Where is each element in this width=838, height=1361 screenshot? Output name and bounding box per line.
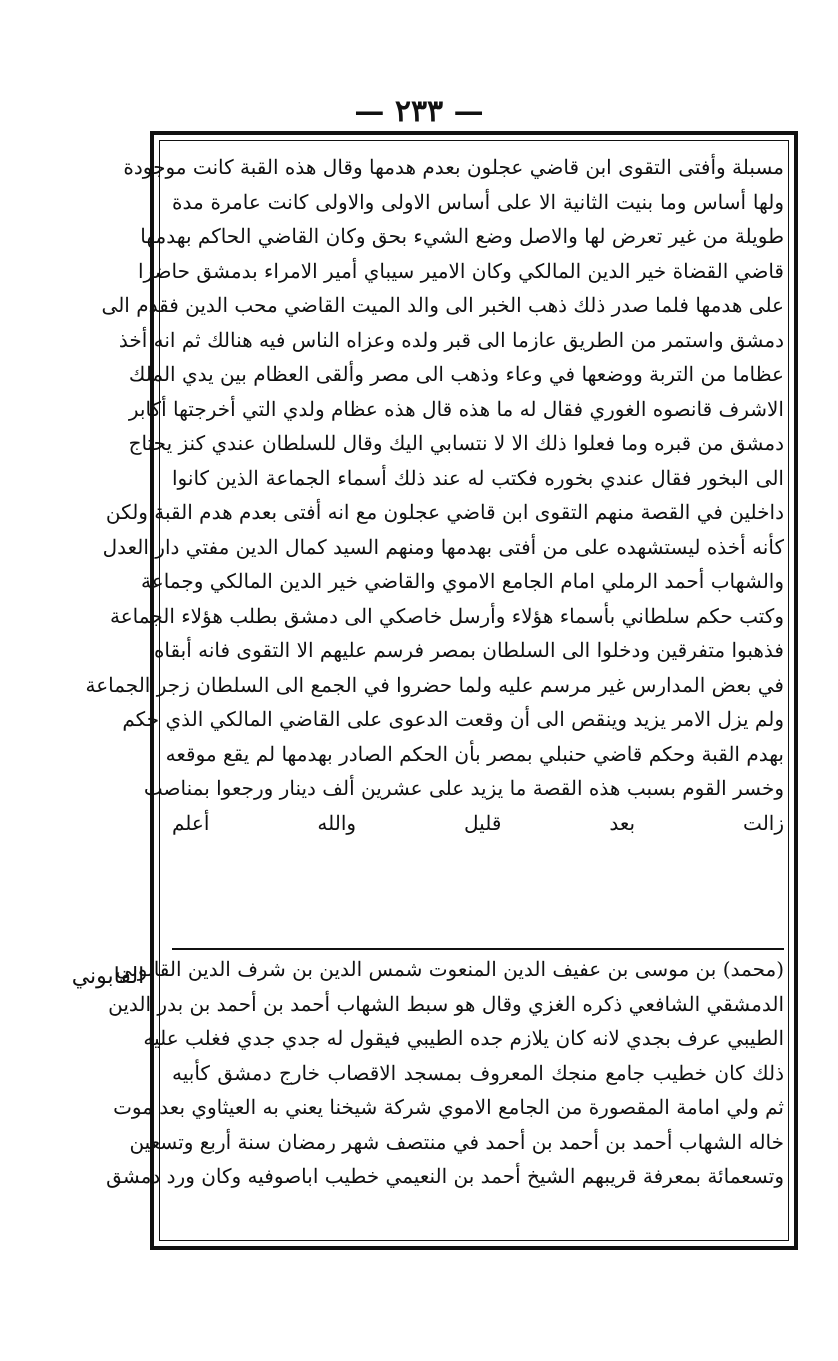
- text-line: طويلة من غير تعرض لها والاصل وضع الشيء بحق وكان القاضي الحاكم بهدمها: [140, 224, 784, 248]
- text-line: الى البخور فقال عندي بخوره فكتب له عند ذلك أسماء الجماعة الذين كانوا: [172, 465, 784, 490]
- main-paragraph: [85, 150, 784, 840]
- text-line: زالت بعد قليل والله أعلم: [172, 810, 784, 835]
- text-line: عظاما من التربة ووضعها في وعاء وذهب الى مصر وألقى العظام بين يدي الملك: [128, 362, 784, 386]
- text-line: ثم ولي امامة المقصورة من الجامع الاموي شركة شيخنا يعني به العيثاوي بعد موت: [113, 1095, 784, 1119]
- text-line: بهدم القبة وحكم قاضي حنبلي بمصر بأن الحكم الصادر بهدمها لم يقع موقعه: [165, 741, 784, 766]
- text-line: داخلين في القصة منهم التقوى ابن قاضي عجلون مع انه أفتى بعدم هدم القبة ولكن: [105, 500, 784, 524]
- text-line: وخسر القوم بسبب هذه القصة ما يزيد على عشرين ألف دينار ورجعوا بمناصب: [143, 776, 784, 800]
- text-line: الدمشقي الشافعي ذكره الغزي وقال هو سبط الشهاب أحمد بن أحمد بن بدر الدين: [108, 991, 784, 1016]
- text-line: مسبلة وأفتى التقوى ابن قاضي عجلون بعدم هدمها وقال هذه القبة كانت موجودة: [123, 155, 784, 179]
- text-line: ذلك كان خطيب جامع منجك المعروف بمسجد الاقصاب خارج دمشق كأبيه: [172, 1060, 784, 1085]
- biography-entry: [106, 952, 784, 1194]
- text-line: ولها أساس وما بنيت الثانية الا على أساس الاولى والاولى كانت عامرة مدة: [172, 189, 784, 214]
- margin-note-entry-name: القابوني: [71, 964, 145, 989]
- text-line: دمشق من قبره وما فعلوا ذلك الا لا نتسابي اليك وقال للسلطان عندي كنز يحتاج: [128, 431, 784, 455]
- text-line: خاله الشهاب أحمد بن أحمد بن أحمد في منتصف شهر رمضان سنة أربع وتسعين: [129, 1129, 784, 1154]
- text-line: والشهاب أحمد الرملي امام الجامع الاموي والقاضي خير الدين المالكي وجماعة: [141, 569, 784, 593]
- text-line: الاشرف قانصوه الغوري فقال له ما هذه قال هذه عظام ولدي التي أخرجتها أكابر: [128, 396, 784, 421]
- section-divider: [172, 948, 784, 950]
- text-line: في بعض المدارس غير مرسم عليه ولما حضروا في الجمع الى السلطان زجر الجماعة: [85, 672, 784, 697]
- text-line: وتسعمائة بمعرفة قريبهم الشيخ أحمد بن النعيمي خطيب اباصوفيه وكان ورد دمشق: [106, 1164, 784, 1188]
- text-line: وكتب حكم سلطاني بأسماء هؤلاء وأرسل خاصكي الى دمشق بطلب هؤلاء الجماعة: [110, 603, 784, 628]
- text-line: قاضي القضاة خير الدين المالكي وكان الامير سيباي أمير الامراء بدمشق حاضرا: [137, 258, 784, 283]
- text-line: (محمد) بن موسى بن عفيف الدين المنعوت شمس الدين بن شرف الدين القابوني: [115, 957, 784, 981]
- text-line: فذهبوا متفرقين ودخلوا الى السلطان بمصر فرسم عليهم الا التقوى فانه أبقاه: [153, 638, 784, 662]
- text-line: الطيبي عرف بجدي لانه كان يلازم جده الطيبي فيقول له جدي جدي فغلب عليه: [143, 1026, 784, 1050]
- text-line: على هدمها فلما صدر ذلك ذهب الخبر الى والد الميت القاضي محب الدين فقدم الى: [101, 293, 784, 317]
- text-line: كأنه أخذه ليستشهده على من أفتى بهدمها ومنهم السيد كمال الدين مفتي دار العدل: [102, 534, 784, 559]
- text-line: ولم يزل الامر يزيد وينقص الى أن وقعت الدعوى على القاضي المالكي الذي حكم: [122, 707, 784, 731]
- page-number: — ٢٣٣ —: [354, 94, 484, 129]
- text-line: دمشق واستمر من الطريق عازما الى قبر ولده وعزاه الناس فيه هنالك ثم انه أخذ: [118, 327, 784, 352]
